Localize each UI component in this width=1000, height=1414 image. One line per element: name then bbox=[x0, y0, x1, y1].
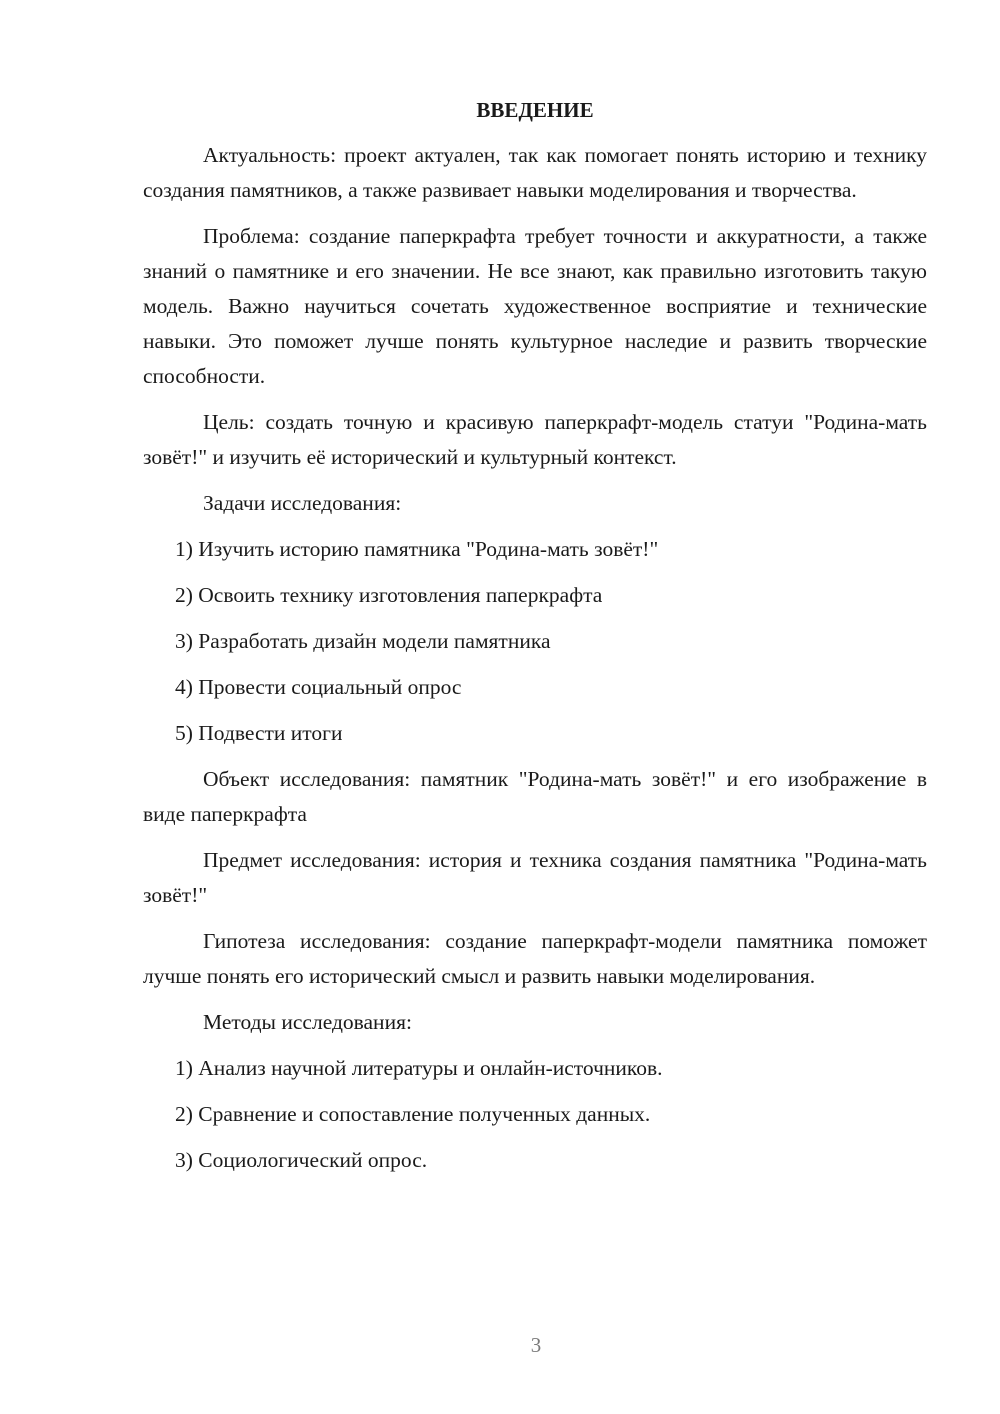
tasks-heading: Задачи исследования: bbox=[203, 491, 402, 515]
subject-paragraph: Предмет исследования: история и техника создания памятника "Родина-мать зовёт!" bbox=[143, 848, 927, 907]
task-item: 5) Подвести итоги bbox=[175, 721, 343, 745]
method-item: 2) Сравнение и сопоставление полученных данных. bbox=[175, 1102, 651, 1126]
relevance-paragraph: Актуальность: проект актуален, так как помогает понять историю и технику создания памятников, а также развивает навыки моделирования и творчества. bbox=[143, 143, 927, 202]
task-item: 2) Освоить технику изготовления паперкрафта bbox=[175, 583, 603, 607]
task-item: 4) Провести социальный опрос bbox=[175, 675, 462, 699]
task-item: 3) Разработать дизайн модели памятника bbox=[175, 629, 551, 653]
method-item: 1) Анализ научной литературы и онлайн-источников. bbox=[175, 1056, 663, 1080]
methods-heading: Методы исследования: bbox=[203, 1010, 412, 1034]
task-item: 1) Изучить историю памятника "Родина-мать зовёт!" bbox=[175, 537, 659, 561]
hypothesis-paragraph: Гипотеза исследования: создание паперкрафт-модели памятника поможет лучше понять его исторический смысл и развить навыки моделирования. bbox=[143, 929, 927, 988]
page-number: 3 bbox=[530, 1333, 542, 1357]
method-item: 3) Социологический опрос. bbox=[175, 1148, 428, 1172]
goal-paragraph: Цель: создать точную и красивую паперкрафт-модель статуи "Родина-мать зовёт!" и изучить её исторический и культурный контекст. bbox=[143, 410, 927, 469]
problem-paragraph: Проблема: создание паперкрафта требует точности и аккуратности, а также знаний о памятнике и его значении. Не все знают, как правильно изготовить такую модель. Важно научиться сочетать художественное восприятие и технические навыки. Это поможет лучше понять культурное наследие и развить творческие способности. bbox=[143, 224, 927, 388]
page-content bbox=[143, 93, 927, 1189]
section-title: ВВЕДЕНИЕ bbox=[476, 98, 594, 122]
object-paragraph: Объект исследования: памятник "Родина-мать зовёт!" и его изображение в виде паперкрафта bbox=[143, 767, 927, 826]
